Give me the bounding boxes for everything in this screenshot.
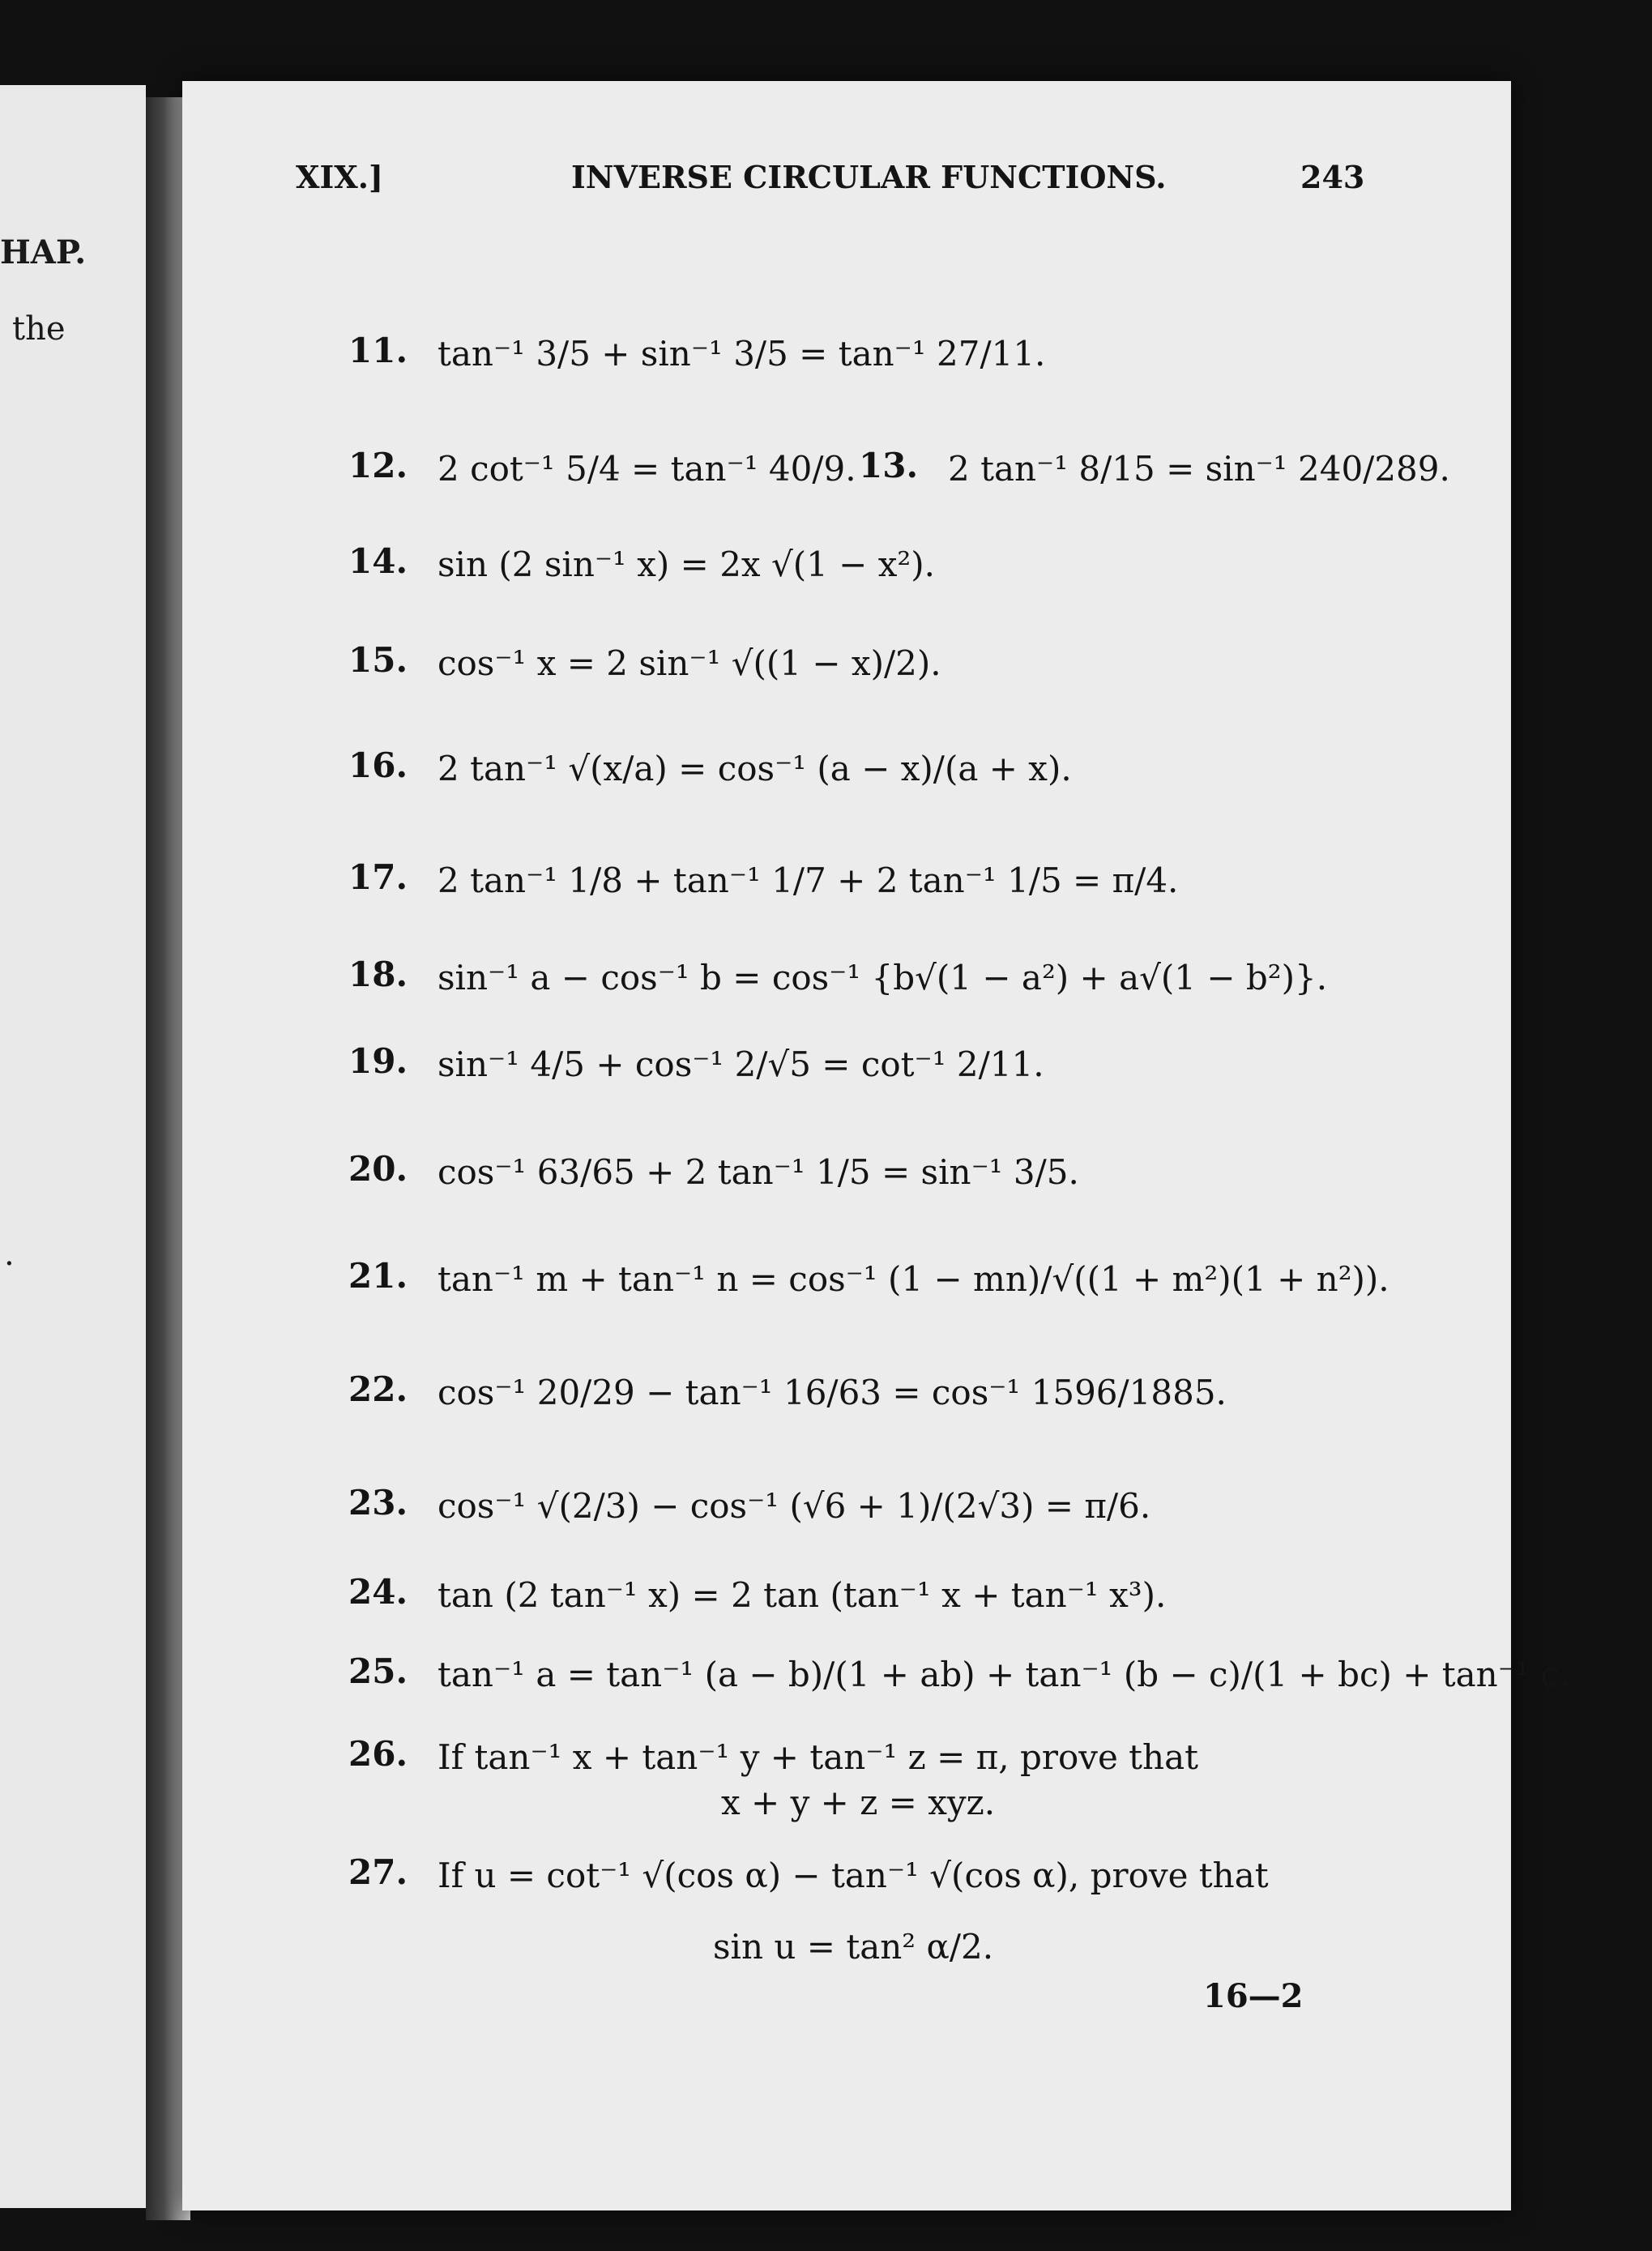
exercise-17: 17. 2 tan⁻¹ 1/8 + tan⁻¹ 1/7 + 2 tan⁻¹ 1/5 = π/4. (348, 857, 1179, 900)
left-page-fragment: HAP. (0, 233, 87, 271)
left-page-fragment: the (12, 310, 66, 348)
exercise-19: 19. sin⁻¹ 4/5 + cos⁻¹ 2/√5 = cot⁻¹ 2/11. (348, 1041, 1044, 1084)
chapter-label: XIX.] (296, 159, 383, 195)
exercise-27: 27. If u = cot⁻¹ √(cos α) − tan⁻¹ √(cos α), prove that (348, 1852, 1269, 1895)
exercise-23: 23. cos⁻¹ √(2/3) − cos⁻¹ (√6 + 1)/(2√3) = π/6. (348, 1483, 1151, 1526)
exercise-22: 22. cos⁻¹ 20/29 − tan⁻¹ 16/63 = cos⁻¹ 1596/1885. (348, 1369, 1227, 1412)
running-title: INVERSE CIRCULAR FUNCTIONS. (571, 159, 1167, 195)
exercise-27-continuation: sin u = tan² α/2. (713, 1927, 994, 1967)
exercise-15: 15. cos⁻¹ x = 2 sin⁻¹ √((1 − x)/2). (348, 640, 941, 683)
page-number: 243 (1300, 159, 1365, 195)
exercise-24: 24. tan (2 tan⁻¹ x) = 2 tan (tan⁻¹ x + tan⁻¹ x³). (348, 1572, 1167, 1615)
left-page-edge (0, 85, 146, 2208)
exercise-13: 13. 2 tan⁻¹ 8/15 = sin⁻¹ 240/289. (859, 446, 1450, 489)
left-page-fragment: . (4, 1236, 15, 1273)
exercise-26: 26. If tan⁻¹ x + tan⁻¹ y + tan⁻¹ z = π, prove that (348, 1734, 1199, 1777)
exercise-21: 21. tan⁻¹ m + tan⁻¹ n = cos⁻¹ (1 − mn)/√((1 + m²)(1 + n²)). (348, 1256, 1389, 1299)
exercise-16: 16. 2 tan⁻¹ √(x/a) = cos⁻¹ (a − x)/(a + x). (348, 745, 1072, 788)
exercise-14: 14. sin (2 sin⁻¹ x) = 2x √(1 − x²). (348, 541, 935, 584)
signature-mark: 16—2 (1203, 1977, 1304, 2015)
exercise-20: 20. cos⁻¹ 63/65 + 2 tan⁻¹ 1/5 = sin⁻¹ 3/5. (348, 1149, 1079, 1192)
exercise-12: 12. 2 cot⁻¹ 5/4 = tan⁻¹ 40/9. (348, 446, 856, 489)
exercise-11: 11. tan⁻¹ 3/5 + sin⁻¹ 3/5 = tan⁻¹ 27/11. (348, 331, 1046, 374)
exercise-26-continuation: x + y + z = xyz. (721, 1783, 996, 1822)
exercise-18: 18. sin⁻¹ a − cos⁻¹ b = cos⁻¹ {b√(1 − a²) + a√(1 − b²)}. (348, 955, 1328, 997)
exercise-25: 25. tan⁻¹ a = tan⁻¹ (a − b)/(1 + ab) + tan⁻¹ (b − c)/(1 + bc) + tan⁻¹ c. (348, 1651, 1570, 1694)
